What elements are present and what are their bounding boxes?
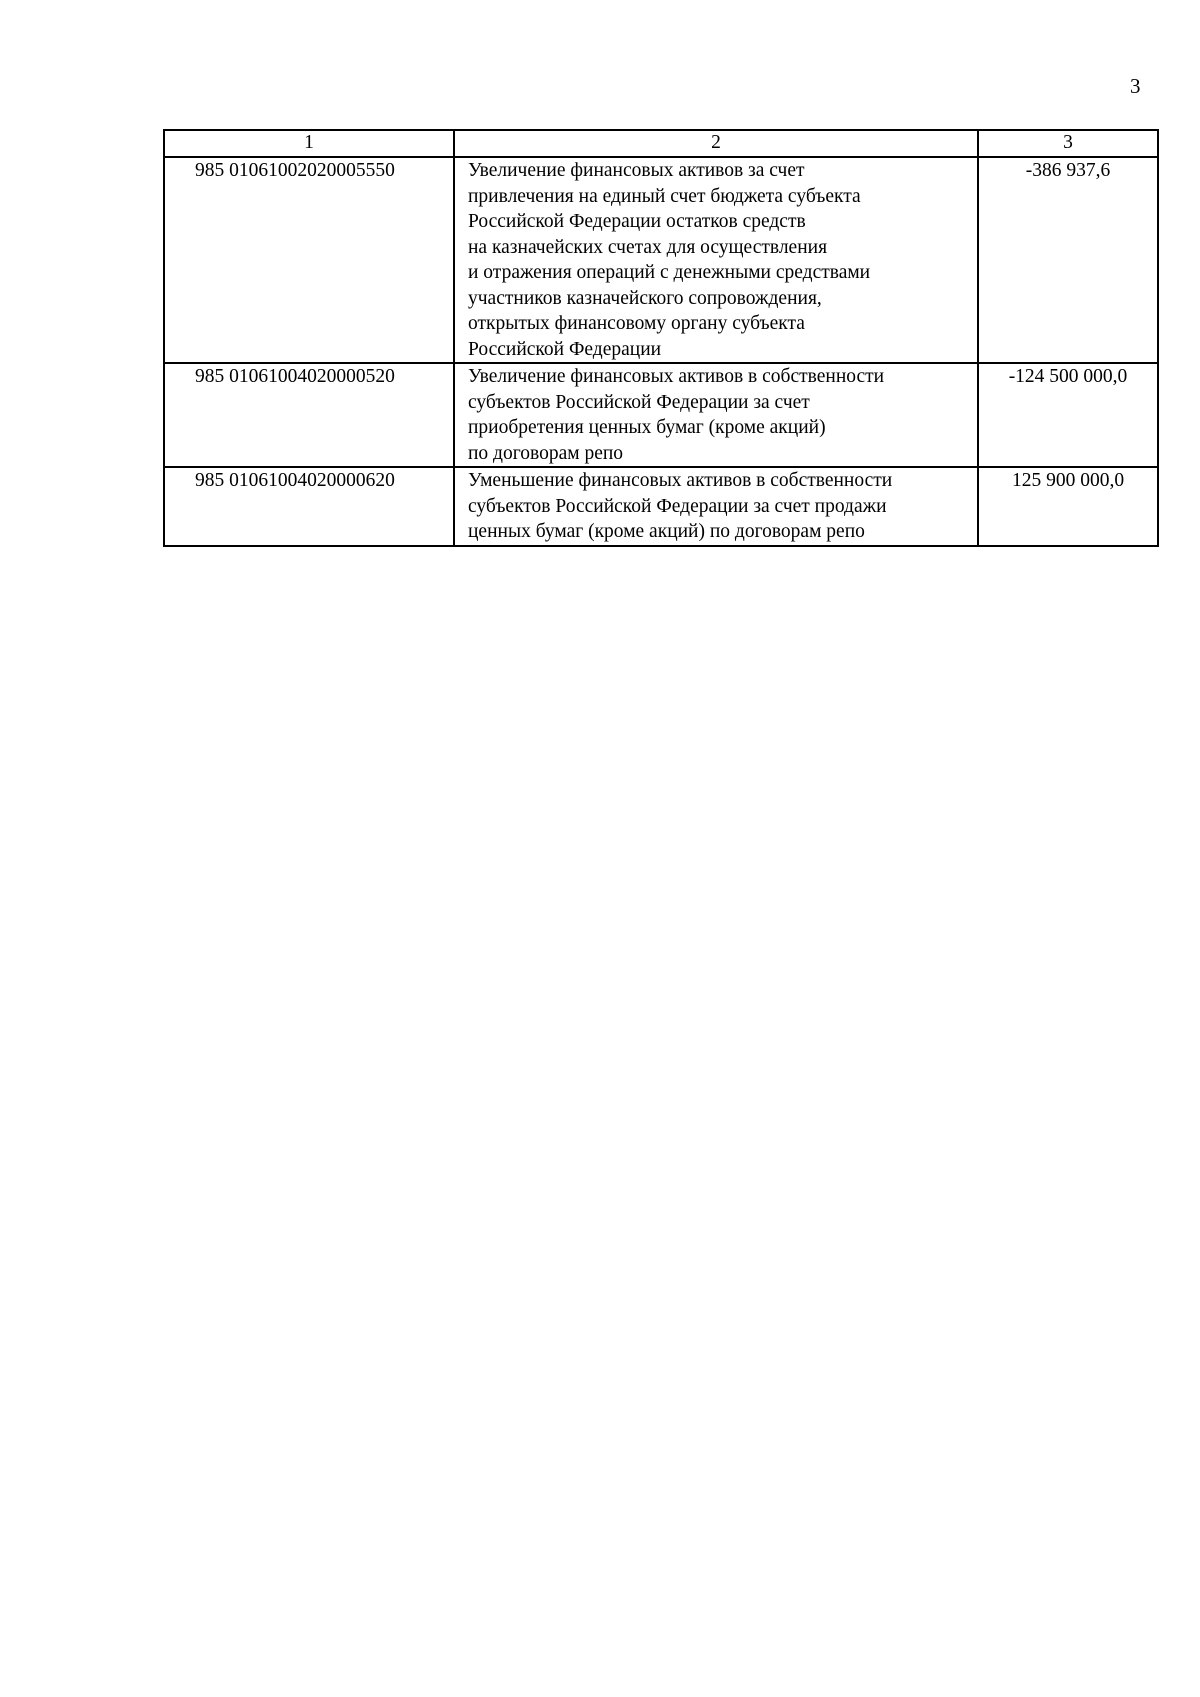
description-cell [454, 363, 978, 467]
description-line: субъектов Российской Федерации за счет продажи [468, 495, 887, 517]
description-line: участников казначейского сопровождения, [468, 287, 822, 309]
budget-code-cell: 985 01061004020000520 [164, 363, 454, 467]
description-cell [454, 467, 978, 546]
table-row [164, 467, 1158, 546]
description-line: по договорам репо [468, 442, 624, 464]
description-line: на казначейских счетах для осуществления [468, 236, 828, 258]
column-header-1: 1 [164, 130, 454, 157]
table-header-row [164, 130, 1158, 157]
table-row [164, 363, 1158, 467]
description-line: Российской Федерации [468, 338, 662, 360]
description-line: Российской Федерации остатков средств [468, 211, 806, 232]
description-line: Увеличение финансовых активов в собственности [468, 366, 885, 387]
amount-cell: 125 900 000,0 [978, 467, 1158, 546]
description-line: открытых финансовому органу субъекта [468, 313, 805, 334]
description-cell [454, 157, 978, 363]
description-line: привлечения на единый счет бюджета субъекта [468, 185, 861, 207]
amount-cell: -386 937,6 [978, 157, 1158, 363]
table-header [164, 130, 1158, 157]
description-line: Уменьшение финансовых активов в собственности [468, 470, 893, 491]
column-header-3: 3 [978, 130, 1158, 157]
description-line: приобретения ценных бумаг (кроме акций) [468, 417, 826, 438]
description-line: Увеличение финансовых активов за счет [468, 160, 805, 181]
page-number: 3 [1130, 74, 1141, 98]
description-line: ценных бумаг (кроме акций) по договорам репо [468, 521, 865, 542]
budget-code-cell: 985 01061004020000620 [164, 467, 454, 546]
table-body [164, 157, 1158, 546]
description-line: субъектов Российской Федерации за счет [468, 391, 810, 413]
amount-cell: -124 500 000,0 [978, 363, 1158, 467]
description-line: и отражения операций с денежными средствами [468, 262, 871, 283]
budget-sources-table [163, 129, 1159, 547]
column-header-2: 2 [454, 130, 978, 157]
table-row [164, 157, 1158, 363]
budget-code-cell: 985 01061002020005550 [164, 157, 454, 363]
